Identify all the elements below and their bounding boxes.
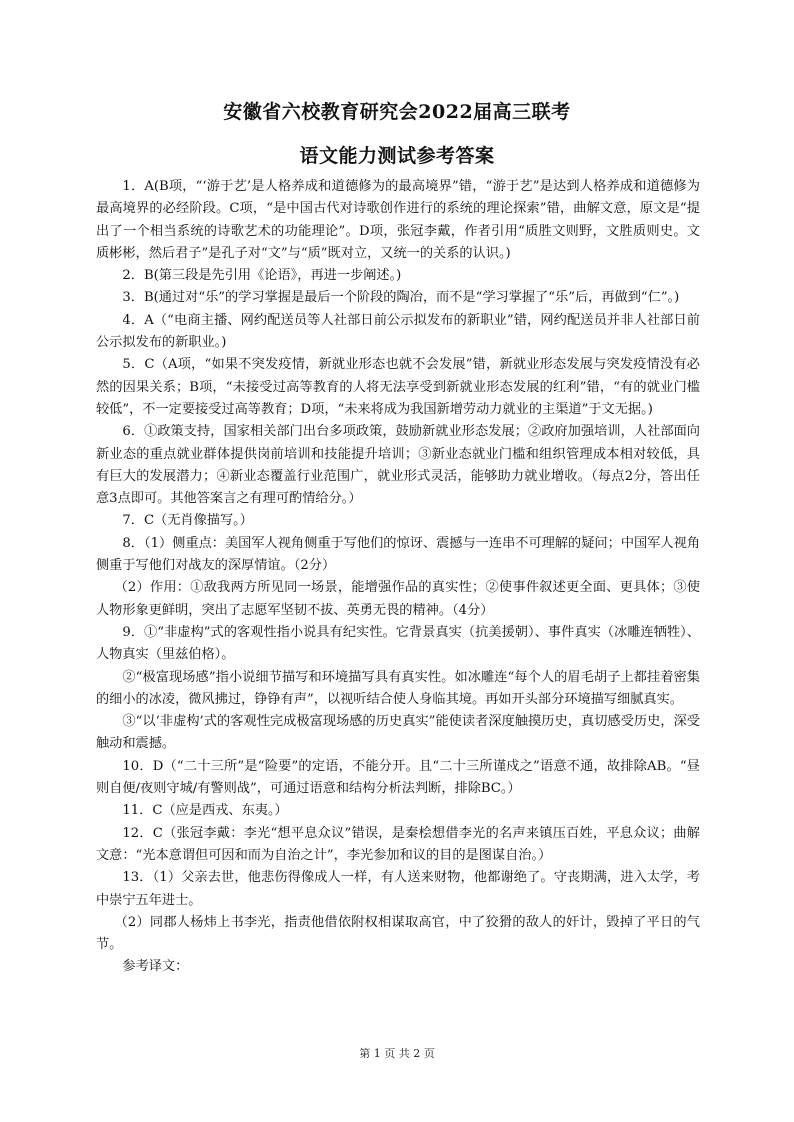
answer-paragraph: 12．C（张冠李戴：李光“想平息众议”错误，是秦桧想借李光的名声来镇压百姓，平息众议；曲解文意：“光本意谓但可因和而为自治之计”，李光参加和议的目的是图谋自治。） [96, 825, 700, 863]
page-subtitle: 语文能力测试参考答案 [299, 145, 495, 167]
page-number-footer: 第 1 页 共 2 页 [359, 1047, 435, 1060]
answer-paragraph: 6．①政策支持，国家相关部门出台多项政策，鼓励新就业形态发展；②政府加强培训，人社部面向新业态的重点就业群体提供岗前培训和技能提升培训；③新业态就业门槛和组织管理成本相对较低，具有巨大的发展潜力；④新业态覆盖行业范围广，就业形式灵活，能够助力就业增收。（每点2分，答出任意3点即可。其他答案言之有理可酌情给分。） [96, 424, 700, 507]
answer-paragraph: （2）同郡人杨炜上书李光，指责他借依附权相谋取高官，中了狡猾的敌人的奸计，毁掉了平日的气节。 [96, 914, 700, 953]
answer-paragraph: 13．（1）父亲去世，他悲伤得像成人一样，有人送来财物，他都谢绝了。守丧期满，进入太学，考中崇宁五年进士。 [96, 870, 700, 908]
answer-paragraph: 5．C（A项，“如果不突发疫情，新就业形态也就不会发展”错，新就业形态发展与突发疫情没有必然的因果关系；B项，“未接受过高等教育的人将无法享受到新就业形态发展的红利”错，“有的就业门槛较低”，不一定要接受过高等教育；D项，“未来将成为我国新增劳动力就业的主渠道”于文无据。) [96, 357, 700, 417]
answer-paragraph: （2）作用：①敌我两方所见同一场景，能增强作品的真实性；②使事件叙述更全面、更具体；③使人物形象更鲜明，突出了志愿军坚韧不拔、英勇无畏的精神。（4分） [96, 580, 700, 618]
answer-paragraph: ②“极富现场感”指小说细节描写和环境描写具有真实性。如冰雕连“每个人的眉毛胡子上都挂着密集的细小的冰凌，微风拂过，铮铮有声”，以视听结合使人身临其境。再如开头部分环境描写细腻真实。 [96, 669, 700, 707]
answer-paragraph: 2．B(第三段是先引用《论语》，再进一步阐述。) [122, 268, 402, 284]
answer-paragraph: 11．C（应是西戎、东夷。） [122, 803, 288, 819]
answer-paragraph: 9．①“非虚构”式的客观性指小说具有纪实性。它背景真实（抗美援朝）、事件真实（冰雕连牺牲）、人物真实（里兹伯格）。 [96, 624, 700, 663]
answer-paragraph: 10．D（“二十三所”是“险要”的定语，不能分开。且“二十三所谨戍之”语意不通，故排除AB。“昼则自便/夜则守城/有警则战”，可通过语意和结构分析法判断，排除BC。） [96, 758, 700, 797]
answer-paragraph: 4．A（“电商主播、网约配送员等人社部日前公示拟发布的新职业”错，网约配送员并非人社部日前公示拟发布的新职业。) [96, 312, 700, 351]
page-title: 安徽省六校教育研究会2022届高三联考 [223, 101, 571, 123]
answer-paragraph: 3．B(通过对“乐”的学习掌握是最后一个阶段的陶冶，而不是“学习掌握了“乐”后，再做到“仁”。) [122, 290, 680, 306]
answer-paragraph: 1．A(B项，“‘游于艺’是人格养成和道德修为的最高境界”错，“游于艺”是达到人格养成和道德修为最高境界的必经阶段。C项，“是中国古代对诗歌创作进行的系统的理论探索”错，曲解文意，原文是“提出了一个相当系统的诗歌艺术的功能理论”。D项，张冠李戴，作者引用“质胜文则野，文胜质则史。文质彬彬，然后君子”是孔子对“文”与“质”既对立，又统一的关系的认识。) [96, 179, 700, 261]
answer-paragraph: ③“以‘非虚构’式的客观性完成极富现场感的历史真实”能使读者深度触摸历史，真切感受历史，深受触动和震撼。 [96, 714, 700, 752]
answer-paragraph: 7．C（无肖像描写。） [122, 513, 253, 529]
answer-paragraph: 8．（1）侧重点：美国军人视角侧重于写他们的惊讶、震撼与一连串不可理解的疑问；中国军人视角侧重于写他们对战友的深厚情谊。（2分） [96, 535, 700, 574]
answer-body [96, 176, 700, 979]
answer-paragraph: 参考译文： [122, 959, 189, 975]
